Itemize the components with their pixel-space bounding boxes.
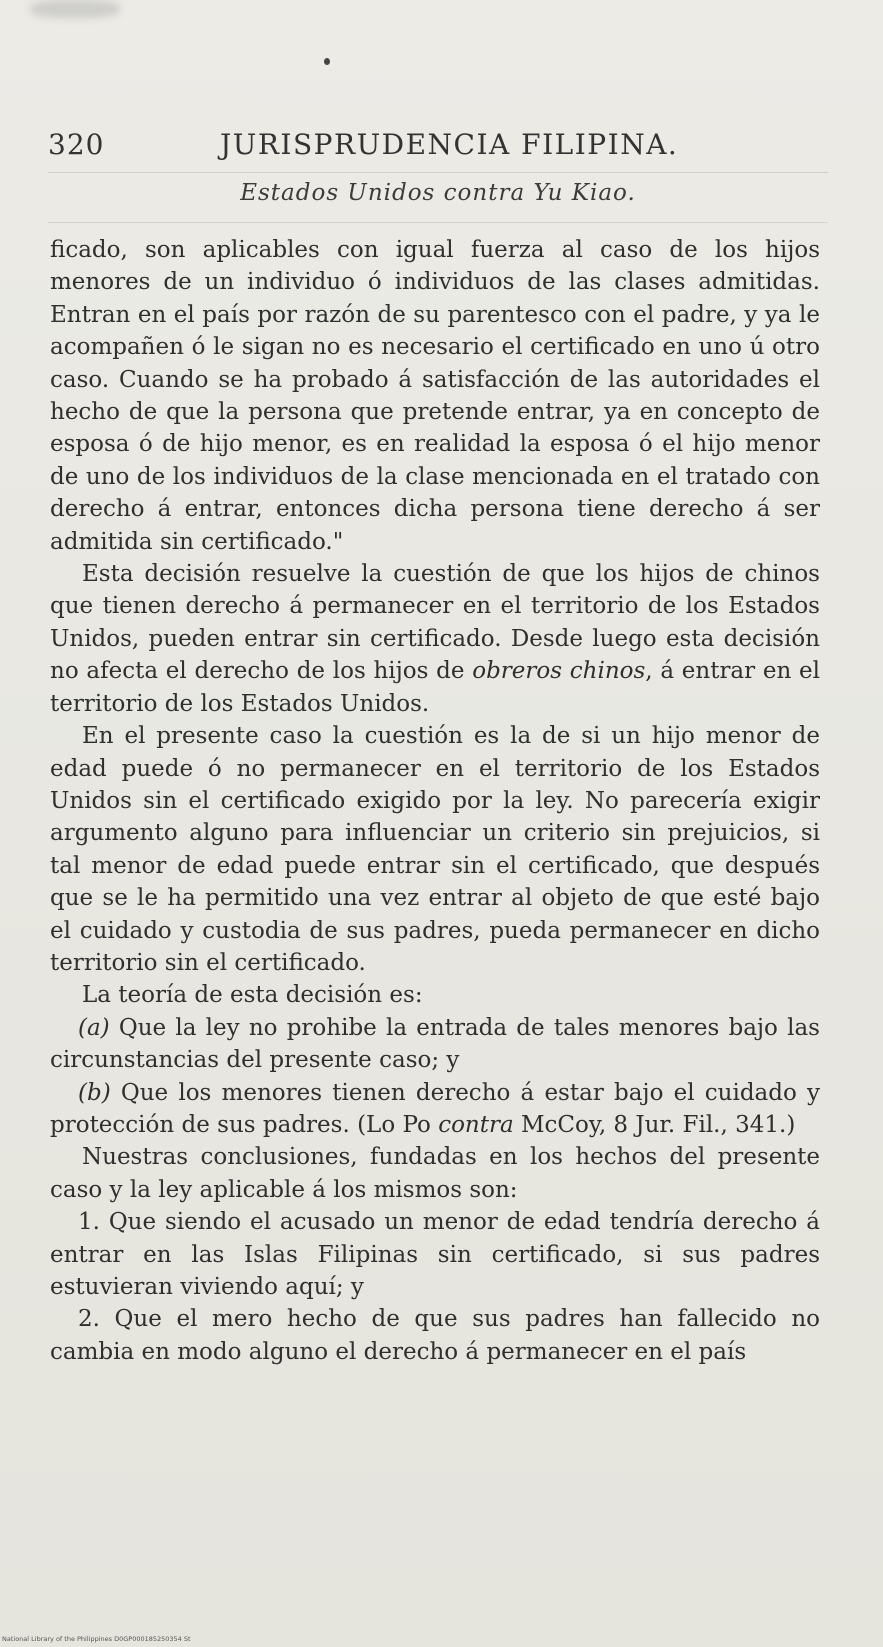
- running-title: JURISPRUDENCIA FILIPINA.: [220, 128, 679, 161]
- list-item-a: [50, 1012, 820, 1077]
- paragraph-continuation: ficado, son aplicables con igual fuerza al caso de los hijos menores de un individuo ó individuos de las clases admitidas. Entran en el país por razón de su parentesco con el padre, y ya le acompañen ó le sigan no es necesario el certificado en uno ú otro caso. Cuando se ha probado á satisfacción de las autoridades el hecho de que la persona que pretende entrar, ya en concepto de esposa ó de hijo menor, es en realidad la esposa ó el hijo menor de uno de los individuos de la clase mencionada en el tratado con derecho á entrar, entonces dicha persona tiene derecho á ser admitida sin certificado.": [50, 237, 820, 555]
- ink-smudge: [30, 0, 120, 18]
- page-header: [48, 128, 828, 168]
- ink-speck: [324, 58, 330, 65]
- case-title-rule: [48, 222, 828, 223]
- paragraph-text: , á entrar en el territorio de los Estados Unidos.: [50, 658, 820, 717]
- list-label: (b): [78, 1079, 111, 1106]
- italic-term: obreros chinos: [472, 658, 646, 685]
- body-text: [50, 234, 820, 1368]
- conclusion-item-1: 1. Que siendo el acusado un menor de edad tendría derecho á entrar en las Islas Filipinas sin certificado, si sus padres estuvieran viviendo aquí; y: [50, 1209, 820, 1300]
- conclusion-item-2: 2. Que el mero hecho de que sus padres han fallecido no cambia en modo alguno el derecho á permanecer en el país: [50, 1306, 820, 1365]
- paragraph-conclusions: Nuestras conclusiones, fundadas en los hechos del presente caso y la ley aplicable á los mismos son:: [50, 1144, 820, 1203]
- library-credit: National Library of the Philippines D0GP000185250354 St: [2, 1635, 191, 1643]
- paragraph-decision: [50, 558, 820, 720]
- paragraph-text: Esta decisión resuelve la cuestión de que los hijos de chinos que tienen derecho á permanecer en el territorio de los Estados Unidos, pueden entrar sin certificado. Desde luego esta decisión no afecta el derecho de los hijos de: [50, 561, 820, 685]
- list-text: McCoy, 8 Jur. Fil., 341.): [513, 1111, 796, 1138]
- case-title: Estados Unidos contra Yu Kiao.: [240, 180, 636, 206]
- italic-term: contra: [438, 1111, 514, 1138]
- list-label: (a): [78, 1014, 110, 1041]
- paragraph-present-case: En el presente caso la cuestión es la de si un hijo menor de edad puede ó no permanecer en el territorio de los Estados Unidos sin el certificado exigido por la ley. No parecería exigir argumento alguno para influenciar un criterio sin prejuicios, si tal menor de edad puede entrar sin el certificado, que después que se le ha permitido una vez entrar al objeto de que esté bajo el cuidado y custodia de sus padres, pueda permanecer en dicho territorio sin el certificado.: [50, 723, 820, 976]
- list-item-b: [50, 1077, 820, 1142]
- page-number: 320: [48, 128, 105, 161]
- header-rule: [48, 172, 828, 173]
- paragraph-theory: La teoría de esta decisión es:: [82, 982, 423, 1009]
- list-text: Que la ley no prohibe la entrada de tales menores bajo las circunstancias del presente caso; y: [50, 1014, 820, 1074]
- list-text: Que los menores tienen derecho á estar bajo el cuidado y protección de sus padres. (Lo Po: [50, 1079, 821, 1138]
